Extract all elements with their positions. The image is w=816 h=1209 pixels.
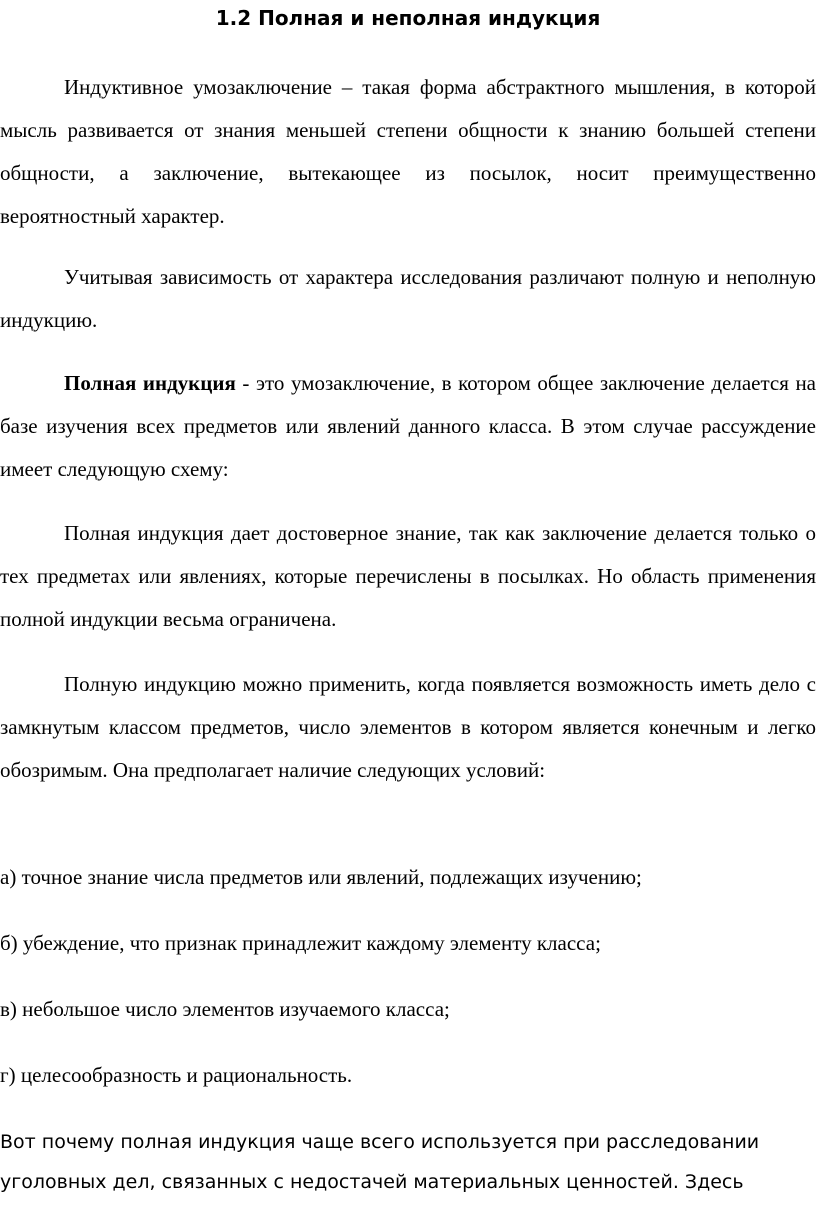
section-heading: 1.2 Полная и неполная индукция <box>215 6 601 30</box>
paragraph-full-induction-conditions: Полную индукцию можно применить, когда появляется возможность иметь дело с замкнутым классом предметов, число элементов в котором является конечным и легко обозримым. Она предполагает наличие следующих условий: <box>0 672 816 782</box>
term-full-induction: Полная индукция <box>64 371 236 395</box>
condition-item-a: а) точное знание числа предметов или явлений, подлежащих изучению; <box>0 865 642 889</box>
definition-text: - это умозаключение, в котором общее заключение делается на базе изучения всех предметов или явлений данного класса. В этом случае рассуждение имеет следующую схему: <box>0 371 816 481</box>
paragraph-research-types: Учитывая зависимость от характера исследования различают полную и неполную индукцию. <box>0 265 816 332</box>
paragraph-full-induction-definition <box>0 362 816 491</box>
closing-paragraph: Вот почему полная индукция чаще всего используется при расследовании уголовных дел, связанных с недостачей материальных ценностей. Здесь <box>0 1131 760 1193</box>
paragraph-full-induction-reliability: Полная индукция дает достоверное знание, так как заключение делается только о тех предметах или явлениях, которые перечислены в посылках. Но область применения полной индукции весьма ограничена. <box>0 521 816 631</box>
condition-item-c: в) небольшое число элементов изучаемого класса; <box>0 997 450 1021</box>
condition-item-d: г) целесообразность и рациональность. <box>0 1063 353 1087</box>
paragraph-inductive-inference: Индуктивное умозаключение – такая форма абстрактного мышления, в которой мысль развивается от знания меньшей степени общности к знанию большей степени общности, а заключение, вытекающее из посылок, носит преимущественно вероятностный характер. <box>0 75 816 228</box>
condition-item-b: б) убеждение, что признак принадлежит каждому элементу класса; <box>0 931 601 955</box>
